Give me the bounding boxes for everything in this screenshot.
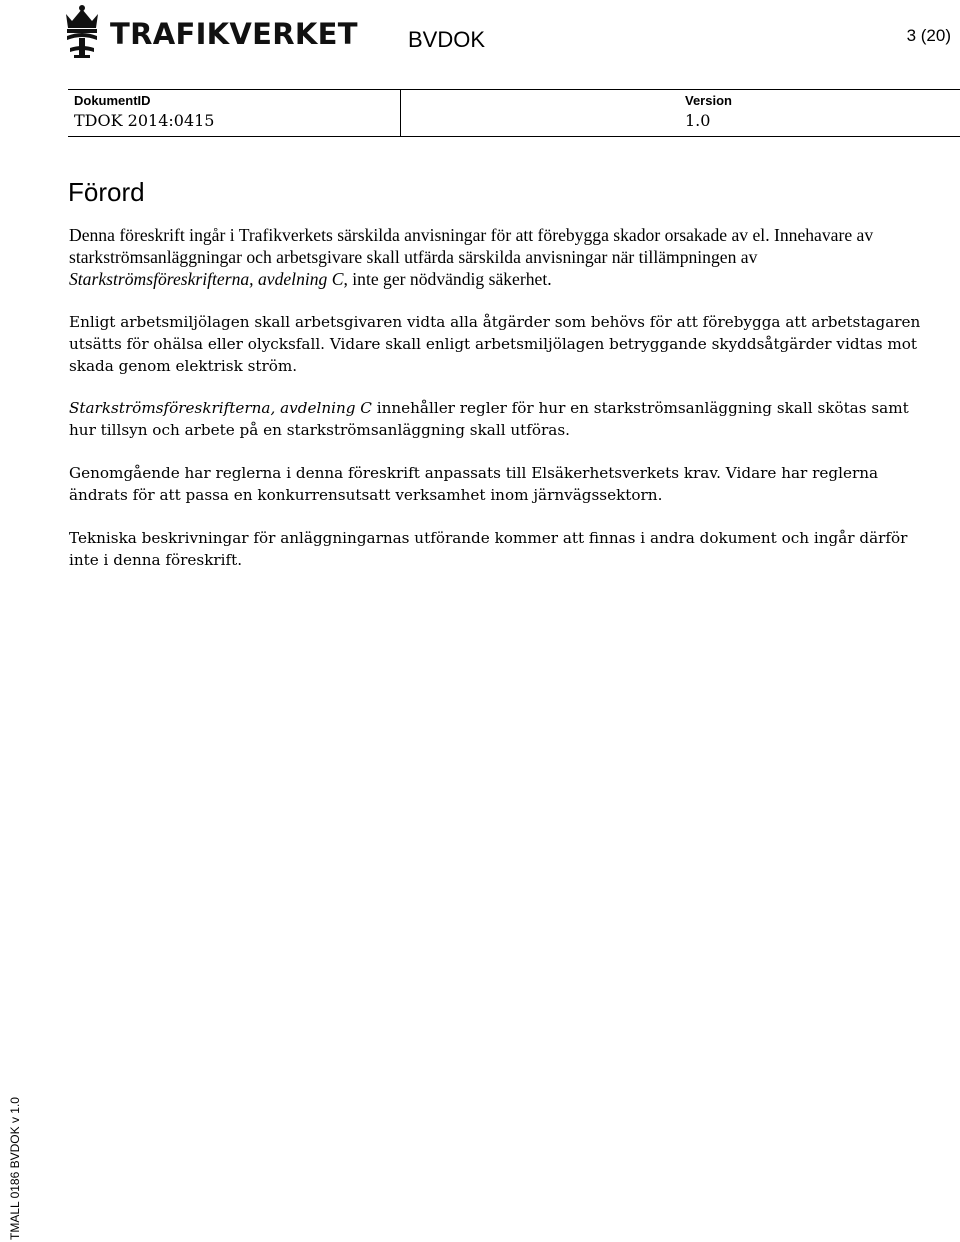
- paragraph-1: [69, 224, 939, 290]
- template-code: TMALL 0186 BVDOK v 1.0: [8, 1097, 22, 1240]
- paragraph-5: [69, 527, 939, 571]
- paragraph-text: Genomgående har reglerna i denna föreskrift anpassats till Elsäkerhetsverkets krav. Vidare har reglerna ändrats för att passa en konkurrensutsatt verksamhet inom järnvägssektorn.: [69, 464, 879, 504]
- page-number: 3 (20): [906, 26, 951, 45]
- meta-divider: [400, 90, 401, 136]
- paragraph-text: innehåller regler för hur en starkströmsanläggning skall skötas samt hur tillsyn och arbete på en starkströmsanläggning skall utföras.: [69, 399, 909, 439]
- document-meta-table: [68, 89, 960, 137]
- crown-emblem-icon: [60, 4, 104, 60]
- paragraph-text: , inte ger nödvändig säkerhet.: [343, 269, 552, 289]
- logo-wordmark: TRAFIKVERKET: [110, 17, 358, 51]
- trafikverket-logo: [60, 4, 358, 62]
- paragraph-text: Denna föreskrift ingår i Trafikverkets särskilda anvisningar för att förebygga skador orsakade av el. Innehavare av starkströmsanläggningar och arbetsgivare skall utfärda särskilda anvisningar när tillämpningen av: [69, 225, 874, 267]
- version-label: Version: [685, 93, 732, 108]
- document-id-value: TDOK 2014:0415: [74, 111, 215, 130]
- section-title: Förord: [68, 177, 145, 207]
- paragraph-italic-reference: Starkströmsföreskrifterna, avdelning C: [69, 269, 344, 289]
- document-type: BVDOK: [408, 27, 486, 52]
- paragraph-italic-reference: Starkströmsföreskrifterna, avdelning C: [69, 399, 372, 417]
- paragraph-3: [69, 397, 939, 441]
- document-id-label: DokumentID: [74, 93, 151, 108]
- paragraph-2: [69, 311, 939, 377]
- paragraph-text: Tekniska beskrivningar för anläggningarnas utförande kommer att finnas i andra dokument och ingår därför inte i denna föreskrift.: [69, 529, 908, 569]
- paragraph-4: [69, 462, 939, 506]
- version-value: 1.0: [685, 111, 711, 130]
- paragraph-text: Enligt arbetsmiljölagen skall arbetsgivaren vidta alla åtgärder som behövs för att förebygga att arbetstagaren utsätts för ohälsa eller olycksfall. Vidare skall enligt arbetsmiljölagen betryggande skyddsåtgärder vidtas mot skada genom elektrisk ström.: [69, 313, 921, 375]
